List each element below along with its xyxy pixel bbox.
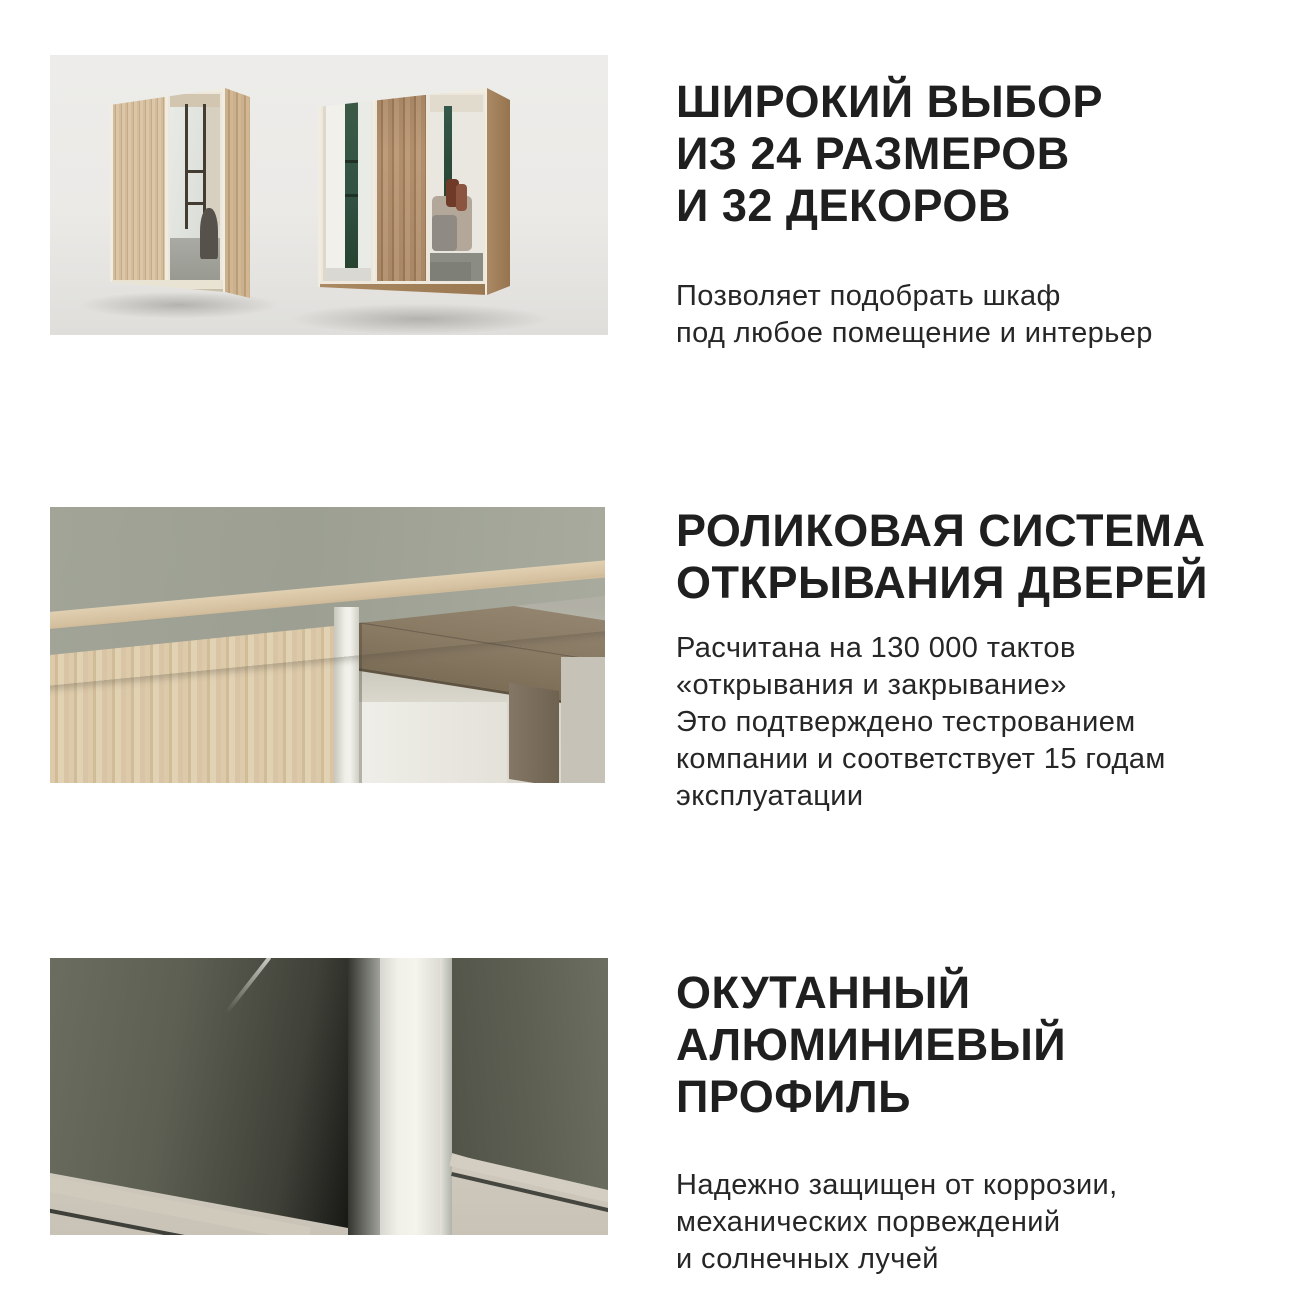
feature-description: [676, 630, 1291, 815]
mirror-reflection-mullion: [185, 170, 205, 173]
roller-door-system-photo: [50, 507, 605, 783]
mirror-reflection-mullion: [345, 160, 358, 163]
text-line: ИЗ 24 РАЗМЕРОВ: [676, 128, 1070, 179]
text-line: ОКУТАННЫЙ: [676, 967, 971, 1018]
wardrobe-shadow: [286, 303, 554, 335]
text-line: И 32 ДЕКОРОВ: [676, 180, 1011, 231]
text-line: Позволяет подобрать шкаф: [676, 280, 1061, 312]
mirror-reflection-white-wall: [323, 95, 345, 285]
mirror-reflection-blanket: [432, 215, 457, 251]
text-line: и солнечных лучей: [676, 1243, 939, 1275]
text-line: компании и соответствует 15 годам: [676, 743, 1166, 775]
mirror-reflection-chair: [200, 208, 218, 259]
wardrobes-two-models-photo: [50, 55, 608, 335]
feature-description: [676, 278, 1291, 352]
small-wardrobe-front: [110, 88, 225, 292]
text-line: ОТКРЫВАНИЯ ДВЕРЕЙ: [676, 557, 1208, 608]
small-wardrobe-mirror-door: [168, 92, 222, 286]
text-line: под любое помещение и интерьер: [676, 317, 1153, 349]
text-line: механических порвеждений: [676, 1206, 1061, 1238]
door-handle-profile: [323, 95, 326, 285]
ceiling-light-reflection: [468, 514, 559, 553]
mirror-reflection-wood-top: [170, 94, 220, 107]
large-wardrobe-wood-door: [375, 93, 428, 287]
text-line: Расчитана на 130 000 тактов: [676, 632, 1076, 664]
text-line: «открывания и закрывание»: [676, 669, 1067, 701]
mirror-reflection-wall: [561, 657, 605, 783]
mirror-reflection-mullion: [345, 194, 358, 197]
mirror-reflection-green-door: [345, 95, 358, 270]
feature-title: [676, 967, 1291, 1123]
aluminum-profile-photo: [50, 958, 608, 1235]
mirror-reflection-mullion: [185, 202, 205, 205]
text-line: эксплуатации: [676, 780, 864, 812]
large-wardrobe-side-panel: [487, 88, 510, 295]
text-line: ШИРОКИЙ ВЫБОР: [676, 76, 1104, 127]
feature-title: [676, 505, 1291, 609]
mirror-reflection-ceiling: [430, 95, 483, 112]
wardrobe-shadow: [76, 291, 282, 319]
large-wardrobe-left-mirror-door: [321, 93, 373, 287]
aluminum-profile: [380, 958, 440, 1235]
text-line: РОЛИКОВАЯ СИСТЕМА: [676, 505, 1206, 556]
mirror-reflection-door-frame: [185, 104, 188, 229]
large-wardrobe-right-mirror-door: [428, 93, 485, 287]
mirror-reflection-doorway: [359, 702, 507, 783]
text-line: ПРОФИЛЬ: [676, 1071, 911, 1122]
small-wardrobe-side-panel: [225, 88, 250, 298]
ceiling-light-reflection: [398, 544, 444, 567]
small-wardrobe-wood-door: [113, 94, 165, 282]
large-wardrobe-plinth: [320, 281, 485, 295]
text-line: Это подтверждено тестрованием: [676, 706, 1136, 738]
feature-title: [676, 76, 1291, 232]
wood-shading: [377, 95, 426, 285]
light-reflection-streak: [225, 958, 271, 1014]
large-wardrobe-front: [318, 88, 487, 295]
text-line: Надежно защищен от коррозии,: [676, 1169, 1118, 1201]
text-line: АЛЮМИНИЕВЫЙ: [676, 1019, 1067, 1070]
mirror-reflection-door-jamb: [509, 683, 559, 783]
profile-edge-highlight: [440, 958, 452, 1235]
profile-groove-shadow: [348, 958, 380, 1235]
feature-description: [676, 1167, 1291, 1278]
mirror-reflection-pillow: [456, 184, 467, 211]
